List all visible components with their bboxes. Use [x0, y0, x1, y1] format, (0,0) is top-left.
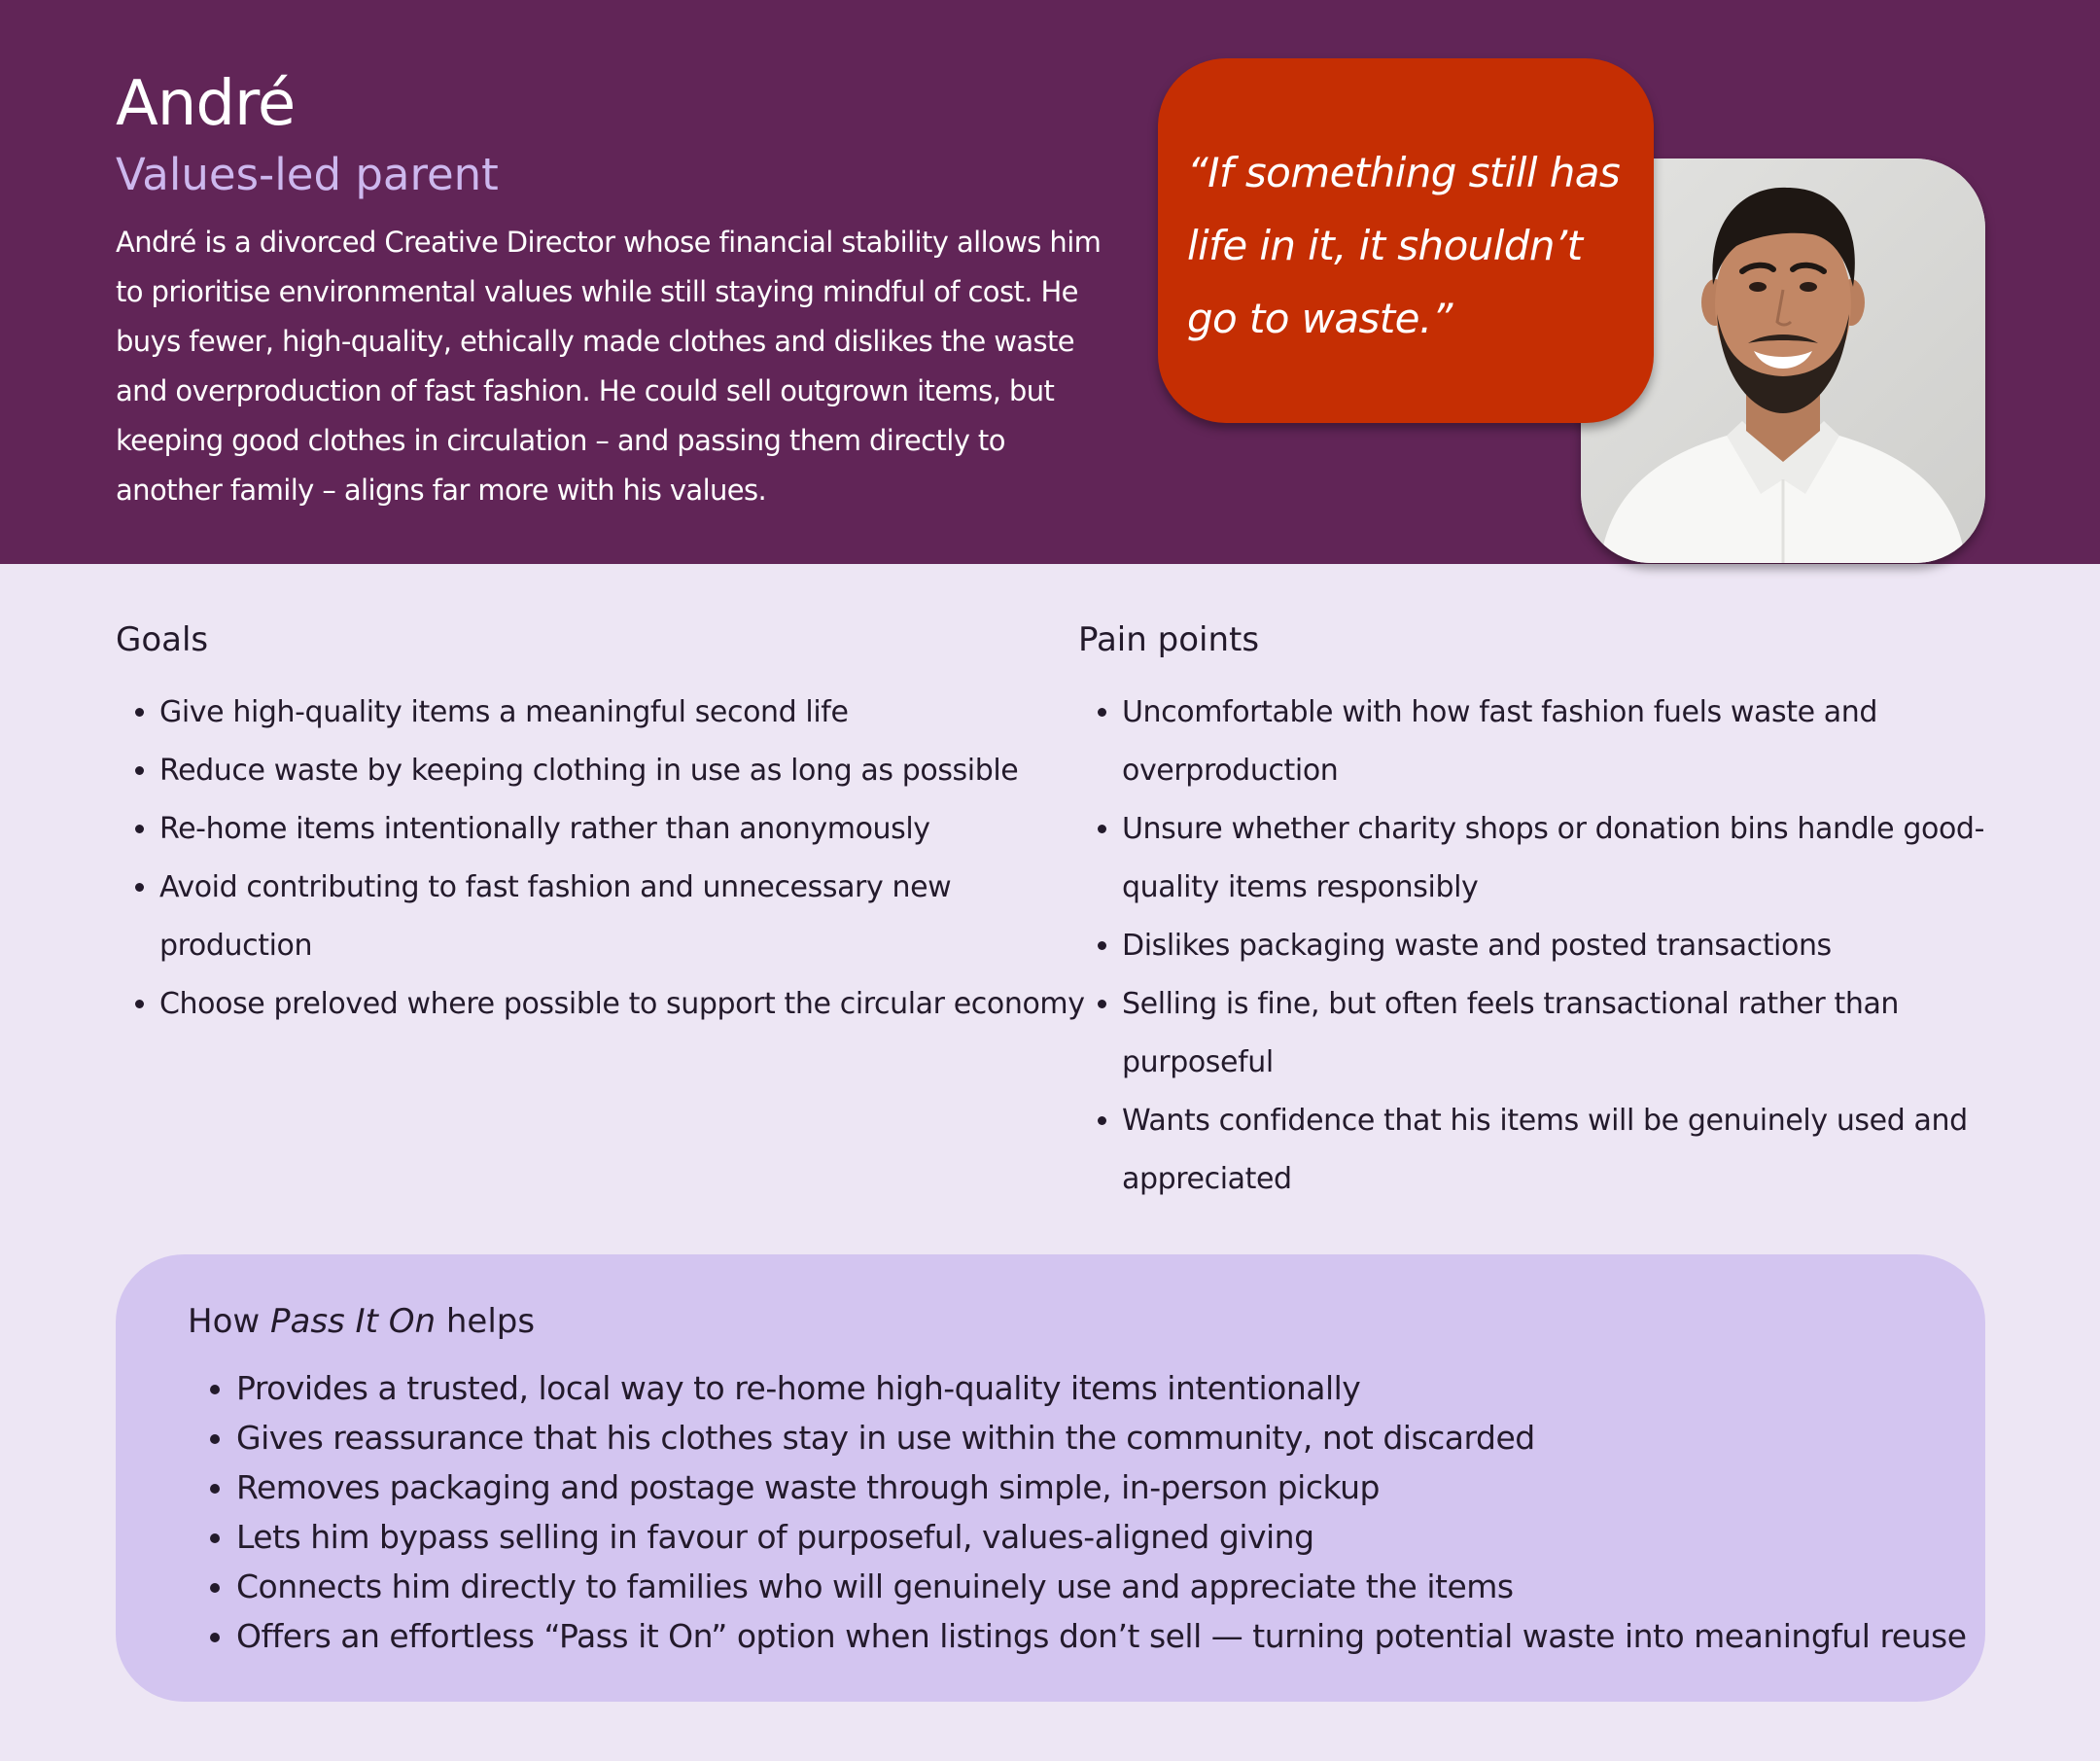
persona-quote-card [1158, 58, 1654, 423]
goal-item: • Reduce waste by keeping clothing in use as long as possible [159, 742, 1112, 800]
goal-item: • Avoid contributing to fast fashion and unnecessary new production [159, 859, 1112, 975]
persona-bio: André is a divorced Creative Director whose financial stability allows him to prioritise environmental values while still staying mindful of cost. He buys fewer, high-quality, ethically made clothes and dislikes the waste and overproduction of fast fashion. He could sell outgrown items, but keeping good clothes in circulation – and passing them directly to another family – aligns far more with his values. [116, 226, 1102, 507]
goal-item: • Re-home items intentionally rather than anonymously [159, 800, 1112, 859]
persona-quote: “If something still has life in it, it shouldn’t go to waste.” [1187, 149, 1621, 342]
pain-points-title: Pain points [1078, 620, 1260, 659]
helps-item: • Lets him bypass selling in favour of purposeful, values-aligned giving [236, 1512, 2006, 1562]
pain-point-item: • Wants confidence that his items will be genuinely used and appreciated [1122, 1092, 2055, 1209]
helps-item: • Removes packaging and postage waste through simple, in-person pickup [236, 1462, 2006, 1512]
helps-title-prefix: How [188, 1302, 270, 1341]
how-it-helps-title [188, 1297, 535, 1346]
goals-list [116, 684, 1112, 1034]
goal-item: • Give high-quality items a meaningful second life [159, 684, 1112, 742]
persona-name: André [116, 68, 296, 140]
how-it-helps-list [188, 1363, 2006, 1661]
goals-title: Goals [116, 620, 209, 659]
persona-header [0, 0, 2100, 564]
helps-item: • Gives reassurance that his clothes stay in use within the community, not discarded [236, 1413, 2006, 1462]
persona-role: Values-led parent [116, 149, 499, 200]
helps-item: • Offers an effortless “Pass it On” option when listings don’t sell — turning potential waste into meaningful reuse [236, 1611, 2006, 1661]
helps-title-suffix: helps [436, 1302, 536, 1341]
product-name: Pass It On [269, 1302, 437, 1341]
pain-point-item: • Dislikes packaging waste and posted transactions [1122, 917, 2055, 975]
goal-item: • Choose preloved where possible to support the circular economy [159, 975, 1112, 1034]
how-it-helps-card [116, 1254, 1985, 1702]
pain-point-item: • Selling is fine, but often feels transactional rather than purposeful [1122, 975, 2055, 1092]
helps-item: • Connects him directly to families who will genuinely use and appreciate the items [236, 1562, 2006, 1611]
pain-points-list [1078, 684, 2055, 1209]
pain-point-item: • Unsure whether charity shops or donation bins handle good-quality items responsibly [1122, 800, 2055, 917]
helps-item: • Provides a trusted, local way to re-home high-quality items intentionally [236, 1363, 2006, 1413]
pain-point-item: • Uncomfortable with how fast fashion fuels waste and overproduction [1122, 684, 2055, 800]
